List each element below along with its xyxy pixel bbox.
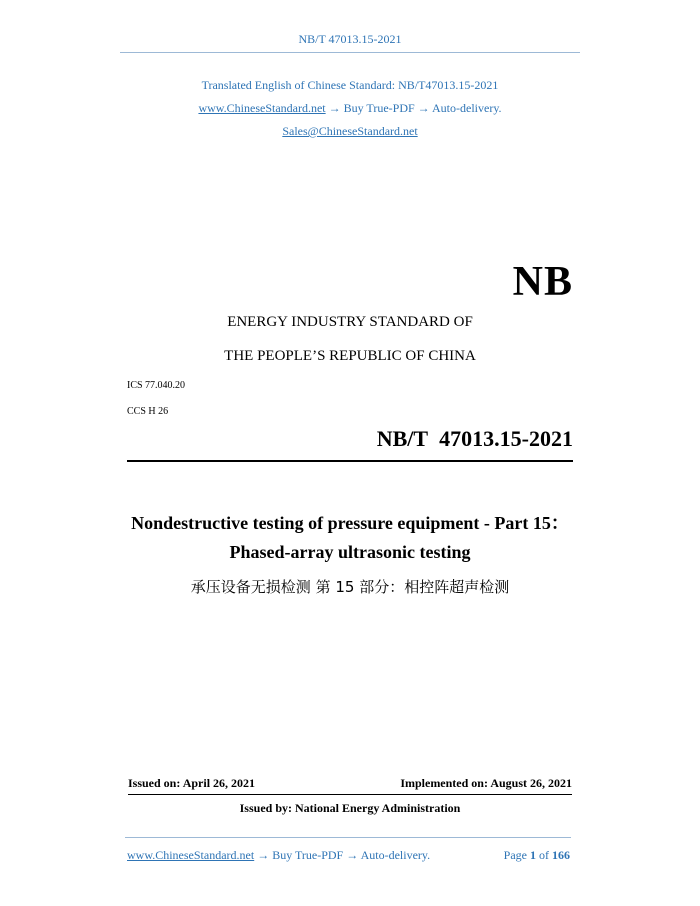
ics-code: ICS 77.040.20 bbox=[127, 380, 186, 391]
site-link[interactable]: www.ChineseStandard.net bbox=[198, 101, 326, 115]
arrow-icon: → bbox=[257, 848, 270, 862]
arrow-icon: → bbox=[346, 848, 359, 862]
standard-number: NB/T 47013.15-2021 bbox=[376, 426, 573, 451]
standard-number-rule bbox=[127, 460, 573, 462]
issued-by: Issued by: National Energy Administration bbox=[239, 801, 461, 815]
header-rule bbox=[120, 52, 580, 53]
footer-links bbox=[127, 848, 430, 863]
running-header: NB/T 47013.15-2021 bbox=[298, 32, 402, 46]
banner-links bbox=[0, 101, 700, 116]
page-of: of bbox=[539, 848, 549, 862]
email-line bbox=[0, 124, 700, 139]
issued-on: Issued on: April 26, 2021 bbox=[128, 776, 256, 790]
title-line-2: Phased-array ultrasonic testing bbox=[229, 542, 471, 562]
translated-line: Translated English of Chinese Standard: NB/T47013.15-2021 bbox=[201, 78, 499, 92]
footer-site-link[interactable]: www.ChineseStandard.net bbox=[127, 848, 255, 862]
page-current: 1 bbox=[530, 848, 536, 862]
footer-buy-true-pdf-text: Buy True-PDF bbox=[272, 848, 344, 862]
auto-delivery-text: Auto-delivery. bbox=[432, 101, 502, 115]
arrow-icon: → bbox=[417, 101, 430, 115]
buy-true-pdf-text: Buy True-PDF bbox=[343, 101, 415, 115]
arrow-icon: → bbox=[328, 101, 341, 115]
footer-auto-delivery-text: Auto-delivery. bbox=[360, 848, 431, 862]
page-label: Page bbox=[503, 848, 527, 862]
page-total: 166 bbox=[552, 848, 570, 862]
org-line-1: ENERGY INDUSTRY STANDARD OF bbox=[227, 314, 473, 330]
title-line-1: Nondestructive testing of pressure equipment - Part 15： bbox=[131, 513, 569, 533]
ccs-code: CCS H 26 bbox=[127, 406, 169, 417]
issue-rule bbox=[128, 794, 572, 795]
org-line-2: THE PEOPLE’S REPUBLIC OF CHINA bbox=[224, 348, 476, 364]
footer-rule bbox=[125, 837, 571, 838]
email-link[interactable]: Sales@ChineseStandard.net bbox=[282, 124, 418, 138]
page-indicator bbox=[504, 848, 570, 863]
nb-logo: NB bbox=[512, 259, 573, 305]
implemented-on: Implemented on: August 26, 2021 bbox=[400, 776, 572, 790]
title-chinese: 承压设备无损检测 第 15 部分：相控阵超声检测 bbox=[190, 578, 510, 596]
